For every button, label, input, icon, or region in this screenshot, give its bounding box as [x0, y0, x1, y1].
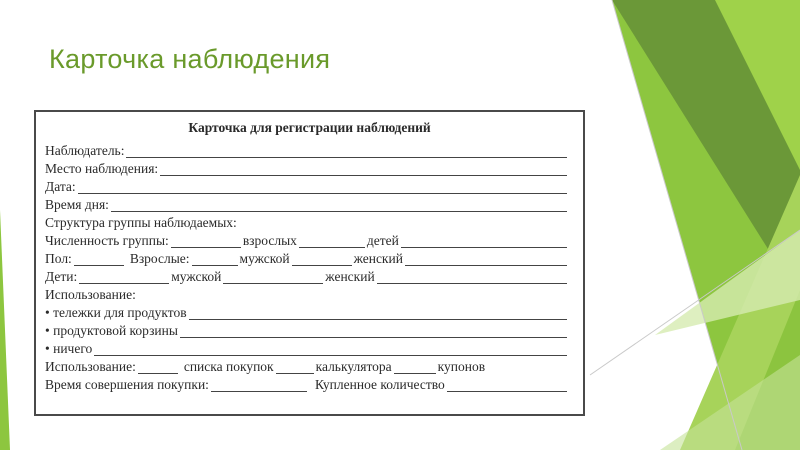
adults-cap-label: Взрослые: [129, 251, 190, 266]
nothing-blank [94, 342, 567, 356]
children-blank [401, 234, 567, 248]
slide-title: Карточка наблюдения [49, 44, 331, 74]
kids-male-label: мужской [171, 269, 222, 284]
date-blank [78, 180, 567, 194]
usage-items-blank [138, 360, 178, 374]
time-of-day-label: Время дня: [45, 197, 109, 212]
group-structure-label: Структура группы наблюдаемых: [45, 215, 237, 230]
adults-label: взрослых [242, 233, 297, 248]
date-row [45, 176, 569, 194]
observer-blank [126, 144, 567, 158]
nothing-row [45, 338, 569, 356]
shopping-list-label: списка покупок [183, 359, 274, 374]
place-row [45, 158, 569, 176]
kids-row [45, 266, 569, 284]
kids-blank [79, 270, 169, 284]
kids-female-label: женский [325, 269, 375, 284]
time-of-day-row [45, 194, 569, 212]
basket-blank [180, 324, 567, 338]
children-label: детей [366, 233, 399, 248]
usage-items-label: Использование: [45, 359, 136, 374]
adult-male-blank [292, 252, 352, 266]
group-size-label: Численность группы: [45, 233, 169, 248]
purchase-time-label: Время совершения покупки: [45, 377, 209, 392]
cart-blank [189, 306, 567, 320]
place-label: Место наблюдения: [45, 161, 159, 176]
card-title: Карточка для регистрации наблюдений [188, 120, 431, 135]
observer-label: Наблюдатель: [45, 143, 125, 158]
observation-card [34, 110, 585, 416]
kids-male-blank [223, 270, 323, 284]
basket-row [45, 320, 569, 338]
adult-female-blank [405, 252, 567, 266]
nothing-label: • ничего [45, 341, 93, 356]
group-size-row [45, 230, 569, 248]
adult-female-label: женский [353, 251, 403, 266]
purchase-time-row [45, 374, 569, 392]
adult-male-label: мужской [239, 251, 290, 266]
calculator-label: калькулятора [315, 359, 392, 374]
adults-cap-blank [192, 252, 238, 266]
usage-heading-label: Использование: [45, 287, 136, 302]
group-size-blank [171, 234, 241, 248]
kids-female-blank [377, 270, 567, 284]
sex-blank [74, 252, 124, 266]
usage-heading-row [45, 284, 569, 302]
adults-blank [299, 234, 365, 248]
sex-label: Пол: [45, 251, 72, 266]
purchase-time-blank [211, 378, 307, 392]
group-structure-row [45, 212, 569, 230]
shopping-list-blank [276, 360, 314, 374]
cart-row [45, 302, 569, 320]
cart-label: • тележки для продуктов [45, 305, 187, 320]
kids-label: Дети: [45, 269, 78, 284]
time-of-day-blank [111, 198, 567, 212]
observer-row [45, 140, 569, 158]
purchased-qty-label: Купленное количество [314, 377, 445, 392]
usage-items-row [45, 356, 569, 374]
sex-row [45, 248, 569, 266]
coupons-label: купонов [437, 359, 486, 374]
calculator-blank [394, 360, 436, 374]
purchased-qty-blank [447, 378, 567, 392]
place-blank [160, 162, 567, 176]
date-label: Дата: [45, 179, 76, 194]
basket-label: • продуктовой корзины [45, 323, 178, 338]
